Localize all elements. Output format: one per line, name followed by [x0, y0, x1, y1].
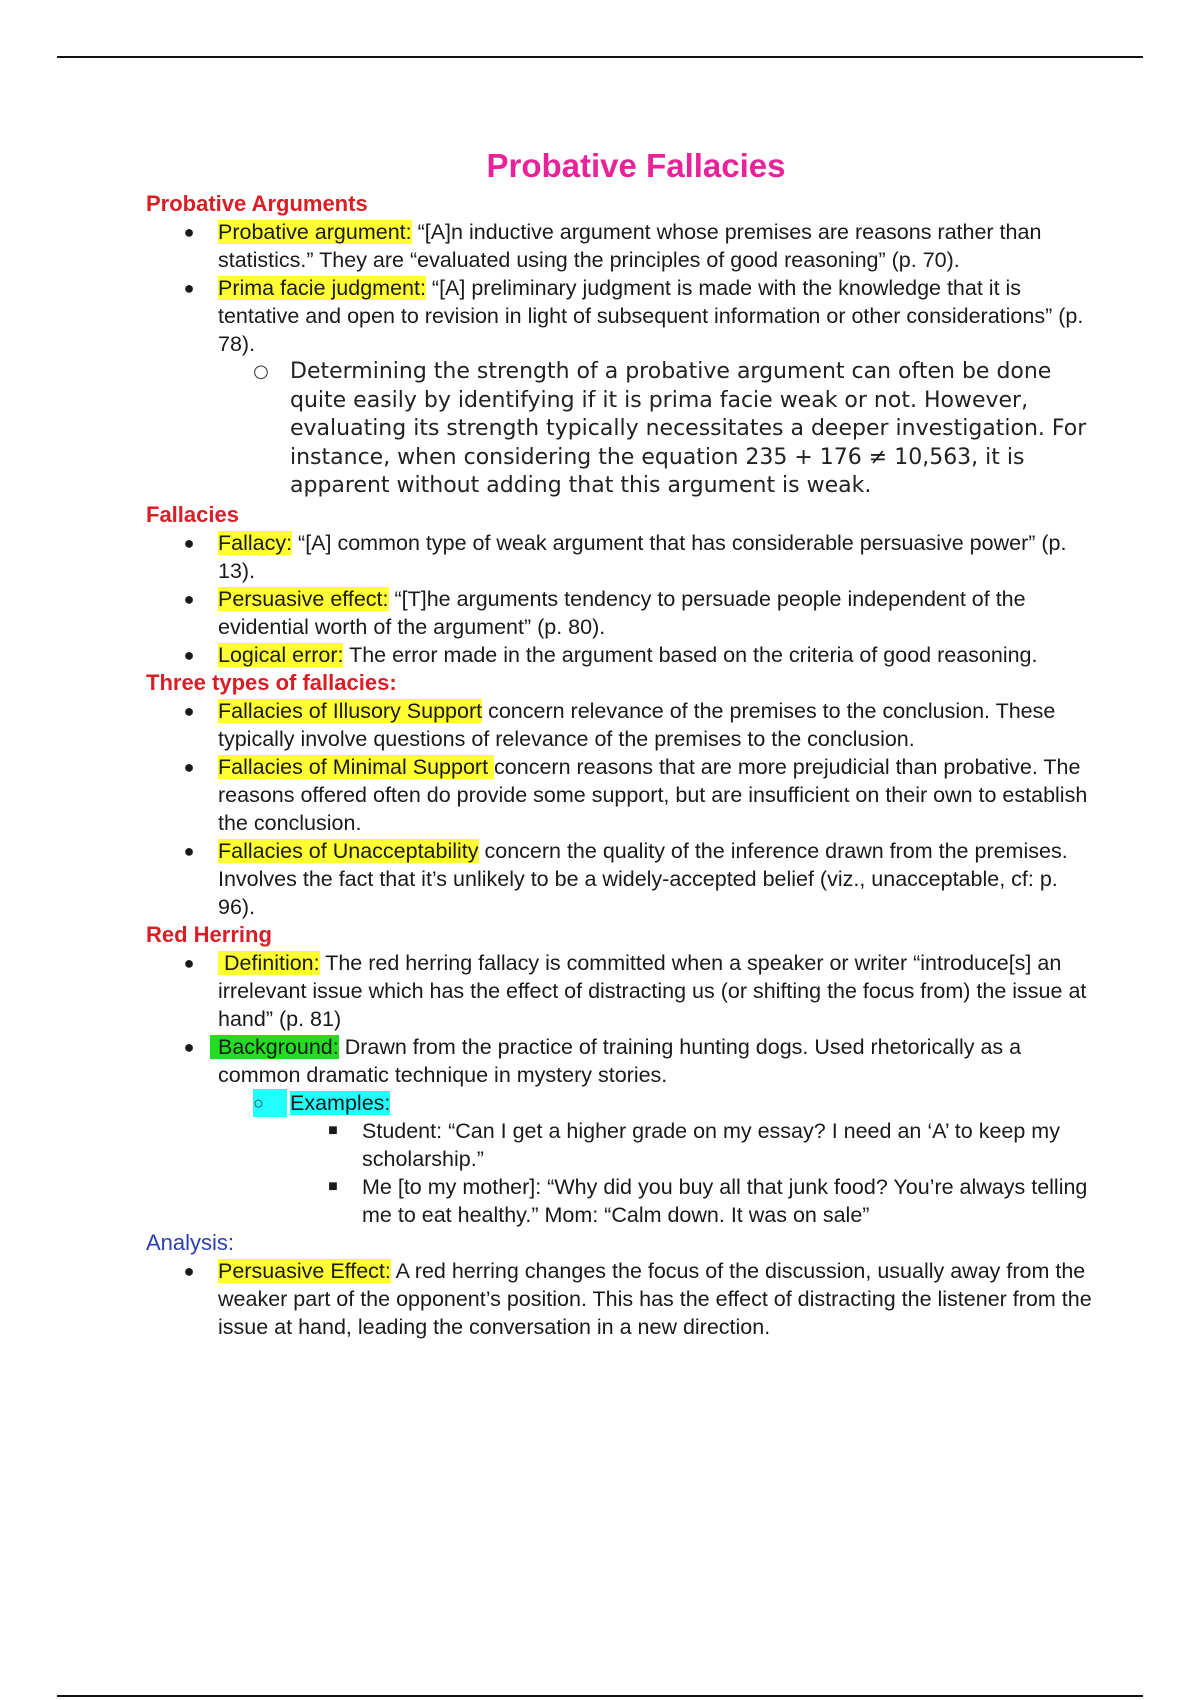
- item-text: The error made in the argument based on the criteria of good reasoning.: [343, 642, 1038, 667]
- term-highlight: Definition:: [218, 951, 320, 975]
- list-item: [146, 753, 1096, 837]
- bullet-disc: ●: [183, 278, 195, 298]
- bullet-disc: ●: [183, 588, 195, 609]
- term-highlight-green: Background:: [210, 1035, 339, 1059]
- term-highlight: Fallacies of Minimal Support: [218, 754, 495, 779]
- item-text: concern reasons that are more prejudicial than probative. The reasons offered often do provide some support, but are insufficient on their own to establish the conclusion.: [218, 754, 1088, 835]
- list-item: [146, 1257, 1096, 1341]
- examples-label: Examples:: [290, 1090, 391, 1115]
- list-item: [146, 585, 1096, 641]
- term-highlight: Fallacy:: [218, 530, 293, 555]
- top-rule: [57, 56, 1143, 58]
- example-item: [290, 1173, 1096, 1229]
- document-title: Probative Fallacies: [486, 147, 786, 184]
- list-item: [146, 837, 1096, 921]
- list-item: [146, 274, 1096, 501]
- sub-list-item: [218, 1089, 1096, 1229]
- term-highlight: Persuasive Effect:: [218, 1258, 391, 1283]
- item-text: Drawn from the practice of training hunting dogs. Used rhetorically as a common dramatic technique in mystery stories.: [218, 1034, 1022, 1087]
- fallacies-list: [146, 529, 1096, 669]
- term-highlight: Persuasive effect:: [218, 586, 389, 611]
- bullet-square: ■: [328, 1121, 338, 1139]
- bullet-disc: ●: [183, 222, 195, 242]
- list-item: [146, 949, 1096, 1033]
- sub-list: [218, 358, 1096, 501]
- bullet-disc: ●: [183, 1036, 195, 1057]
- item-text: concern the quality of the inference drawn from the premises. Involves the fact that it’s unlikely to be a widely-accepted belief (viz., unacceptable, cf: p. 96).: [218, 838, 1068, 919]
- item-text: concern relevance of the premises to the conclusion. These typically involve questions of relevance of the premises to the conclusion.: [218, 698, 1056, 751]
- example-text: Me [to my mother]: “Why did you buy all that junk food? You’re always telling me to eat healthy.” Mom: “Calm down. It was on sale”: [362, 1174, 1088, 1227]
- list-item: [146, 529, 1096, 585]
- term-highlight: Probative argument:: [218, 220, 412, 244]
- probative-arguments-list: [146, 218, 1096, 501]
- bottom-rule: [57, 1695, 1143, 1697]
- document-body: [146, 142, 1096, 1341]
- bullet-disc: ●: [183, 840, 195, 861]
- section-heading-probative-arguments: Probative Arguments: [146, 191, 368, 216]
- example-text: Student: “Can I get a higher grade on my essay? I need an ‘A’ to keep my scholarship.”: [362, 1118, 1060, 1171]
- section-heading-fallacies: Fallacies: [146, 501, 239, 527]
- list-item: [146, 641, 1096, 669]
- section-heading-three-types: Three types of fallacies:: [146, 669, 397, 695]
- red-herring-list: [146, 949, 1096, 1229]
- bullet-square: ■: [328, 1177, 338, 1195]
- term-highlight: Fallacies of Illusory Support: [218, 698, 483, 723]
- list-item: [146, 697, 1096, 753]
- section-heading-analysis: Analysis:: [146, 1229, 235, 1255]
- item-text: A red herring changes the focus of the discussion, usually away from the weaker part of the opponent’s position. This has the effect of distracting the listener from the issue at hand, leading the conversation in a new direction.: [218, 1258, 1092, 1339]
- term-highlight: Fallacies of Unacceptability: [218, 838, 479, 863]
- sub-item-text: Determining the strength of a probative argument can often be done quite easily by identifying if it is prima facie weak or not. However, evaluating its strength typically necessitates a deeper investigation. For instance, when considering the equation 235 + 176 ≠ 10,563, it is apparent without adding that this argument is weak.: [290, 359, 1087, 498]
- term-highlight: Prima facie judgment:: [218, 276, 426, 300]
- bullet-disc: ●: [183, 700, 195, 721]
- bullet-disc: ●: [183, 644, 195, 665]
- item-text: “[A] common type of weak argument that has considerable persuasive power” (p. 13).: [218, 530, 1067, 583]
- item-text: “[A] preliminary judgment is made with the knowledge that it is tentative and open to revision in light of subsequent information or other considerations” (p. 78).: [218, 276, 1084, 356]
- bullet-circle: ○: [253, 1089, 287, 1117]
- examples-list: [218, 1089, 1096, 1229]
- sub-list-item: [218, 358, 1096, 501]
- item-text: “[T]he arguments tendency to persuade people independent of the evidential worth of the argument” (p. 80).: [218, 586, 1026, 639]
- list-item: [146, 218, 1096, 274]
- item-text: “[A]n inductive argument whose premises are reasons rather than statistics.” They are “evaluated using the principles of good reasoning” (p. 70).: [218, 220, 1042, 272]
- list-item: [146, 1033, 1096, 1229]
- bullet-disc: ●: [183, 1260, 195, 1281]
- item-text: The red herring fallacy is committed when a speaker or writer “introduce[s] an irrelevant issue which has the effect of distracting us (or shifting the focus from) the issue at hand” (p. 81): [218, 950, 1087, 1031]
- analysis-list: [146, 1257, 1096, 1341]
- example-items: [290, 1117, 1096, 1229]
- term-highlight: Logical error:: [218, 642, 344, 667]
- example-item: [290, 1117, 1096, 1173]
- three-types-list: [146, 697, 1096, 921]
- bullet-disc: ●: [183, 756, 195, 777]
- bullet-disc: ●: [183, 532, 195, 553]
- bullet-circle: ○: [253, 361, 269, 382]
- section-heading-red-herring: Red Herring: [146, 921, 272, 947]
- bullet-disc: ●: [183, 952, 195, 973]
